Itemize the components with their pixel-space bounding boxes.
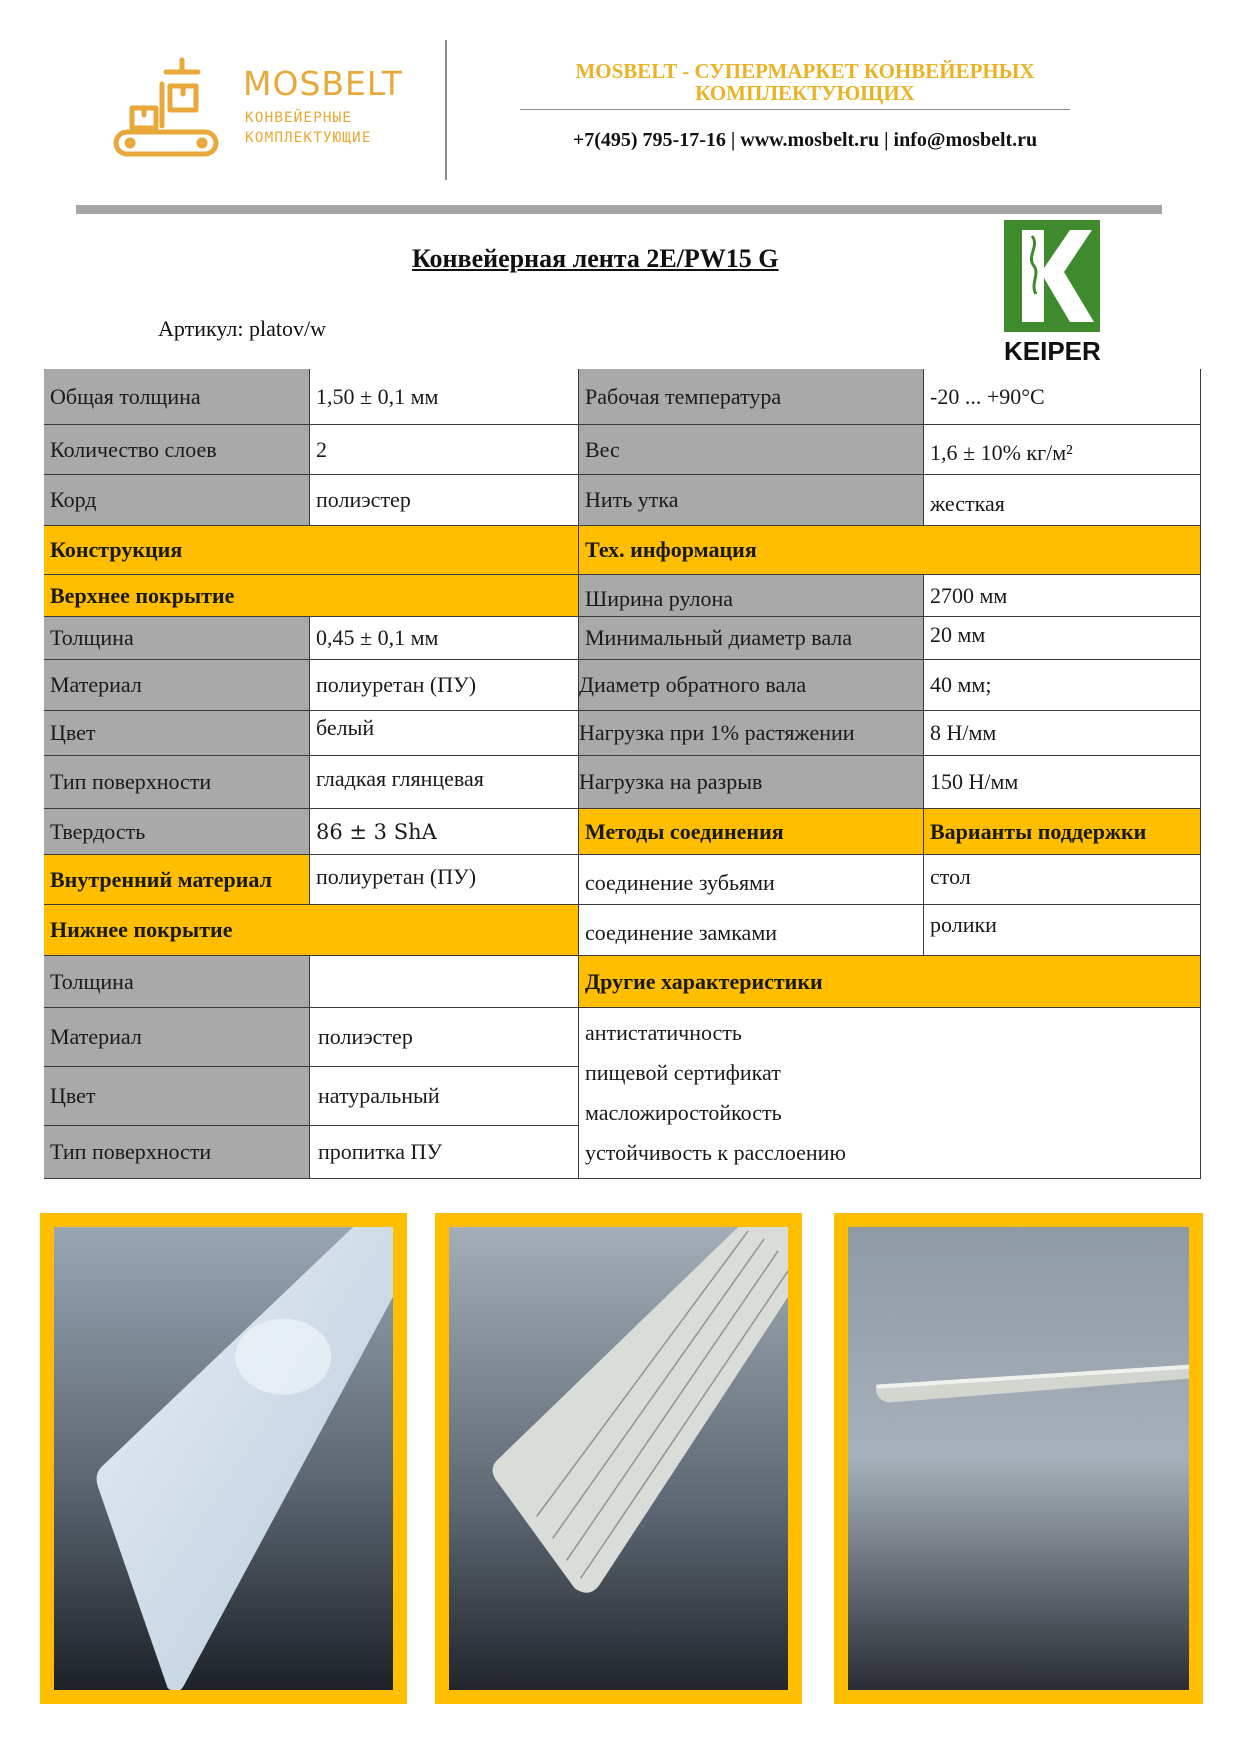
other-item-3: масложиростойкость: [585, 1100, 782, 1125]
support-options-header: Варианты поддержки: [924, 809, 1201, 855]
logo-subtitle-2: КОМПЛЕКТУЮЩИЕ: [245, 130, 372, 146]
load-1-label: Нагрузка при 1% растяжении: [579, 711, 924, 756]
break-load-value: 150 Н/мм: [924, 756, 1201, 809]
contacts-line[interactable]: +7(495) 795-17-16 | www.mosbelt.ru | info@mosbelt.ru: [572, 129, 1038, 151]
reverse-diameter-value: 40 мм;: [924, 660, 1201, 711]
joining-method-2: соединение замками: [579, 905, 924, 956]
min-diameter-value: 20 мм: [924, 617, 1201, 660]
belt-edge-image: [848, 1227, 1189, 1690]
logo-title: MOSBELT: [243, 64, 403, 103]
total-thickness-label: Общая толщина: [44, 369, 310, 425]
total-thickness-value: 1,50 ± 0,1 мм: [310, 369, 579, 425]
top-surface-value: гладкая глянцевая: [310, 756, 579, 809]
tagline-line-2: КОМПЛЕКТУЮЩИХ: [695, 81, 915, 105]
weft-value: жесткая: [924, 475, 1201, 526]
tagline-rule: [520, 109, 1070, 110]
other-item-1: антистатичность: [585, 1020, 742, 1045]
roll-width-label: Ширина рулона: [579, 575, 924, 617]
weft-label: Нить утка: [579, 475, 924, 526]
bottom-thickness-label: Толщина: [44, 956, 310, 1008]
top-thickness-value: 0,45 ± 0,1 мм: [310, 617, 579, 660]
other-item-4: устойчивость к расслоению: [585, 1140, 846, 1165]
joining-method-1: соединение зубьями: [579, 855, 924, 905]
bottom-thickness-value: [310, 956, 579, 1008]
keiper-logo-text: KEIPER: [1004, 336, 1101, 366]
weight-label: Вес: [579, 425, 924, 475]
roll-width-value: 2700 мм: [924, 575, 1201, 617]
bottom-surface-label: Тип поверхности: [44, 1126, 310, 1179]
belt-top-cover-image: [54, 1227, 393, 1690]
article-number: Артикул: platov/w: [158, 316, 326, 341]
other-characteristics-header: Другие характеристики: [579, 956, 1201, 1008]
top-thickness-label: Толщина: [44, 617, 310, 660]
other-item-2: пищевой сертификат: [585, 1060, 781, 1085]
bottom-material-value: полиэстер: [310, 1008, 579, 1067]
bottom-color-label: Цвет: [44, 1067, 310, 1126]
photo-bottom-cover: [435, 1213, 802, 1704]
hardness-label: Твердость: [44, 809, 310, 855]
layers-label: Количество слоев: [44, 425, 310, 475]
cord-label: Корд: [44, 475, 310, 526]
cord-value: полиэстер: [310, 475, 579, 526]
top-color-value: белый: [310, 711, 579, 756]
min-diameter-label: Минимальный диаметр вала: [579, 617, 924, 660]
photo-top-cover: [40, 1213, 407, 1704]
work-temp-value: -20 ... +90°С: [924, 369, 1201, 425]
top-material-value: полиуретан (ПУ): [310, 660, 579, 711]
bottom-surface-value: пропитка ПУ: [310, 1126, 579, 1179]
construction-header: Конструкция: [44, 526, 579, 575]
tech-info-header: Тех. информация: [579, 526, 1201, 575]
top-color-label: Цвет: [44, 711, 310, 756]
bottom-color-value: натуральный: [310, 1067, 579, 1126]
load-1-value: 8 Н/мм: [924, 711, 1201, 756]
support-option-2: ролики: [924, 905, 1201, 956]
work-temp-label: Рабочая температура: [579, 369, 924, 425]
inner-material-label: Внутренний материал: [44, 855, 310, 905]
header-divider: [445, 40, 447, 180]
mosbelt-logo-icon: [112, 56, 222, 160]
header-bar: [76, 205, 1162, 214]
support-option-1: стол: [924, 855, 1201, 905]
bottom-material-label: Материал: [44, 1008, 310, 1067]
page-title: Конвейерная лента 2E/PW15 G: [412, 244, 779, 273]
inner-material-value: полиуретан (ПУ): [310, 855, 579, 905]
break-load-label: Нагрузка на разрыв: [579, 756, 924, 809]
joining-methods-header: Методы соединения: [579, 809, 924, 855]
photo-belt-edge: [834, 1213, 1203, 1704]
tagline: [520, 60, 1090, 104]
layers-value: 2: [310, 425, 579, 475]
belt-bottom-cover-image: [449, 1227, 788, 1690]
top-surface-label: Тип поверхности: [44, 756, 310, 809]
top-material-label: Материал: [44, 660, 310, 711]
weight-value: 1,6 ± 10% кг/м²: [924, 425, 1201, 475]
bottom-cover-header: Нижнее покрытие: [44, 905, 579, 956]
top-cover-header: Верхнее покрытие: [44, 575, 579, 617]
hardness-value: 86 ± 3 ShA: [310, 809, 579, 855]
reverse-diameter-label: Диаметр обратного вала: [579, 660, 924, 711]
logo-subtitle-1: КОНВЕЙЕРНЫЕ: [245, 110, 353, 126]
tagline-line-1: MOSBELT - СУПЕРМАРКЕТ КОНВЕЙЕРНЫХ: [575, 59, 1035, 83]
